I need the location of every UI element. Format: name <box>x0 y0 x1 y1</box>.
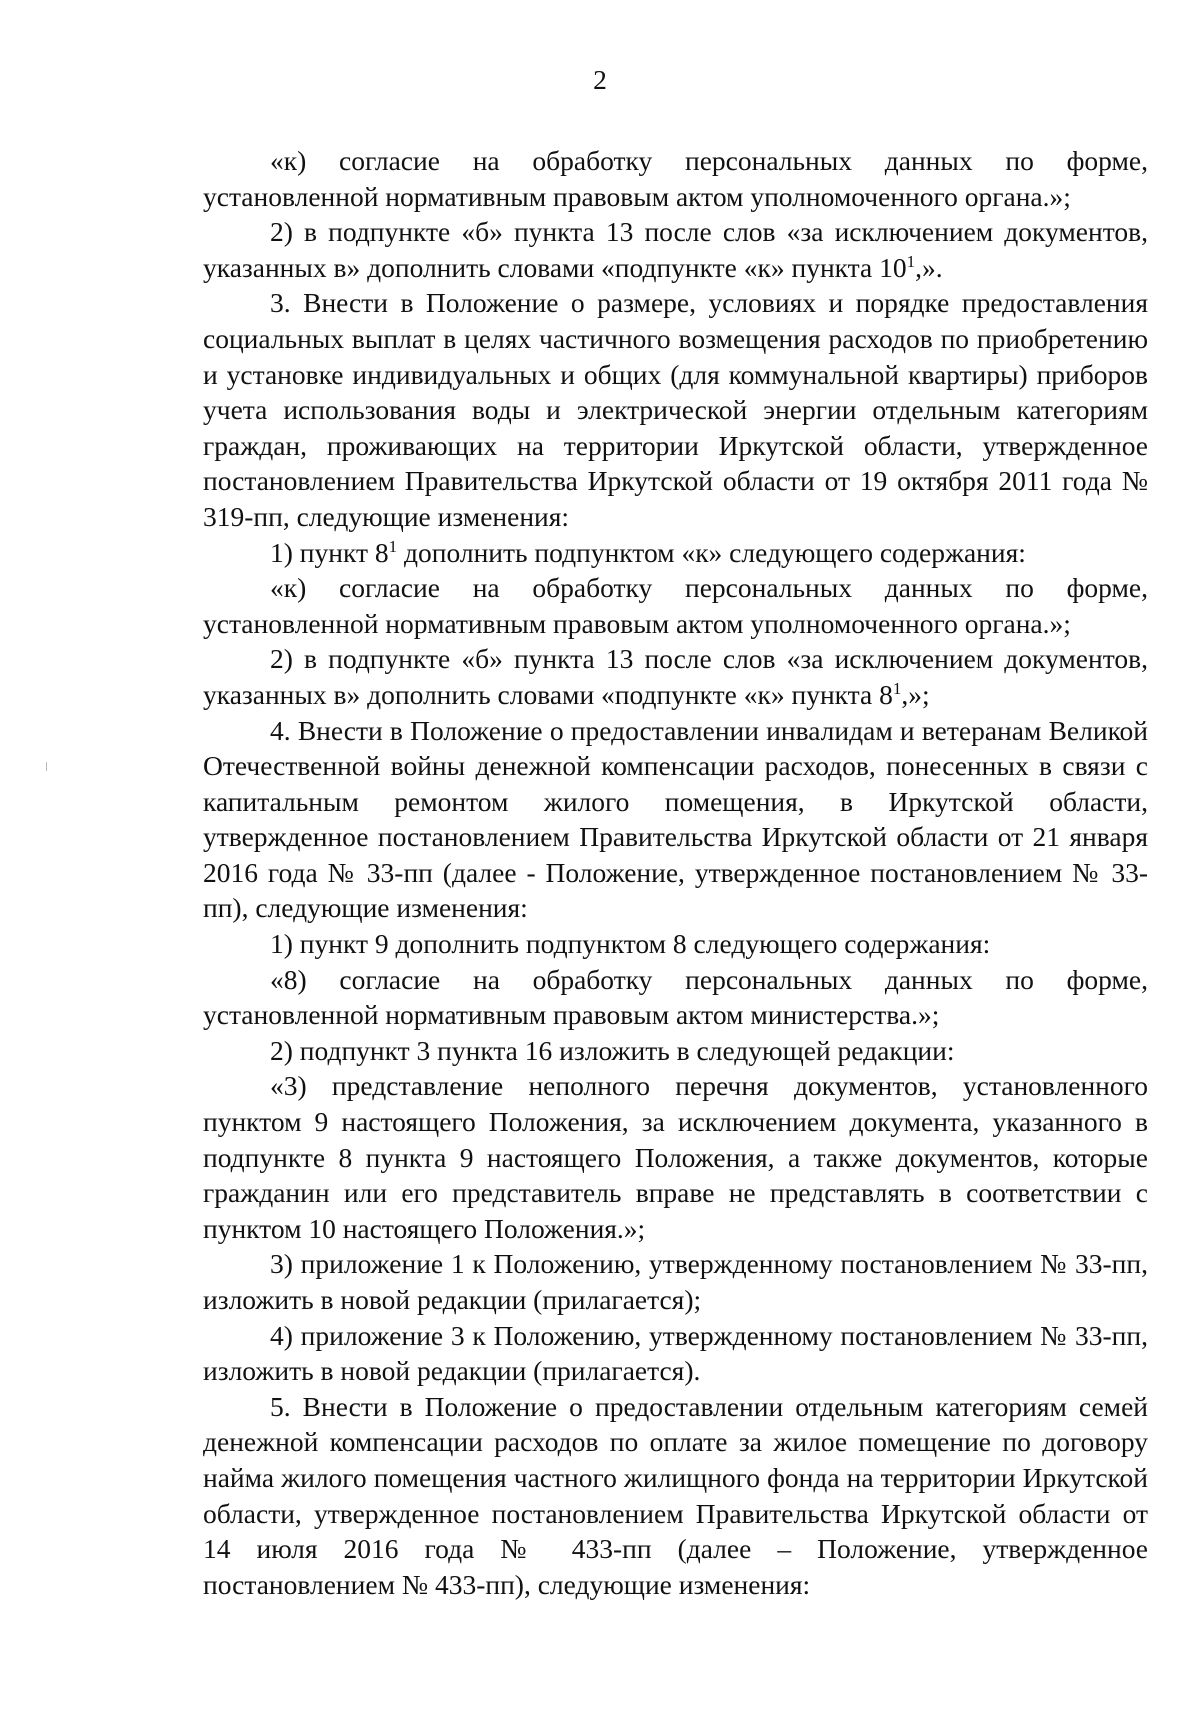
paragraph-text: 1) пункт 8 <box>270 536 389 568</box>
paragraph-text: 5. Внести в Положение о предоставлении отдельным категориям семей денежной компенсации расходов по оплате за жилое помещение по договору найма жилого помещения частного жилищного фонда на территории Иркутской области, утвержденное постановлением Правительства Иркутской области от 14 июля 2016 года № 433-пп (далее – Положение, утвержденное постановлением № 433-пп), следующие изменения: <box>203 1390 1148 1600</box>
paragraph-text: 4. Внести в Положение о предоставлении инвалидам и ветеранам Великой Отечественной войны денежной компенсации расходов, понесенных в связи с капитальным ремонтом жилого помещения, в Иркутской области, утвержденное постановлением Правительства Иркутской области от 21 января 2016 года № 33-пп (далее - Положение, утвержденное постановлением № 33-пп), следующие изменения: <box>203 714 1148 924</box>
paragraph-text: 3. Внести в Положение о размере, условиях и порядке предоставления социальных выплат в целях частичного возмещения расходов по приобретению и установке индивидуальных и общих (для коммунальной квартиры) приборов учета использования воды и электрической энергии отдельным категориям граждан, проживающих на территории Иркутской области, утвержденное постановлением Правительства Иркутской области от 19 октября 2011 года № 319-пп, следующие изменения: <box>203 287 1148 532</box>
paragraph-text: «3) представление неполного перечня документов, установленного пунктом 9 настоящего Положения, за исключением документа, указанного в подпункте 8 пункта 9 настоящего Положения, а также документов, которые гражданин или его представитель вправе не представлять в соответствии с пунктом 10 настоящего Положения.»; <box>203 1070 1148 1244</box>
paragraph <box>203 1068 1148 1246</box>
paragraph <box>203 926 1148 962</box>
document-body <box>203 143 1148 1602</box>
page-number: 2 <box>593 64 607 95</box>
superscript: 1 <box>388 536 398 556</box>
paragraph-text: 2) в подпункте «б» пункта 13 после слов «за исключением документов, указанных в» дополнить словами «подпункте «к» пункта 8 <box>203 643 1148 710</box>
paragraph <box>203 1389 1148 1603</box>
paragraph <box>203 143 1148 214</box>
paragraph <box>203 641 1148 712</box>
paragraph-text: «к) согласие на обработку персональных данных по форме, установленной нормативным правовым актом уполномоченного органа.»; <box>203 572 1148 639</box>
paragraph <box>203 285 1148 534</box>
paragraph-text: 2) подпункт 3 пункта 16 изложить в следующей редакции: <box>270 1034 955 1066</box>
paragraph <box>203 713 1148 927</box>
paragraph-text-tail: дополнить подпунктом «к» следующего содержания: <box>397 536 1026 568</box>
paragraph <box>203 1033 1148 1069</box>
paragraph-text: 3) приложение 1 к Положению, утвержденному постановлением № 33-пп, изложить в новой редакции (прилагается); <box>203 1248 1148 1315</box>
paragraph <box>203 214 1148 285</box>
paragraph-text: «к) согласие на обработку персональных данных по форме, установленной нормативным правовым актом уполномоченного органа.»; <box>203 145 1148 212</box>
paragraph <box>203 962 1148 1033</box>
paragraph-text: 2) в подпункте «б» пункта 13 после слов «за исключением документов, указанных в» дополнить словами «подпункте «к» пункта 10 <box>203 216 1148 283</box>
paragraph-text: 1) пункт 9 дополнить подпунктом 8 следующего содержания: <box>270 928 991 960</box>
scan-artifact <box>46 762 47 771</box>
paragraph <box>203 570 1148 641</box>
superscript: 1 <box>906 251 916 271</box>
paragraph <box>203 1246 1148 1317</box>
paragraph-text: «8) согласие на обработку персональных данных по форме, установленной нормативным правовым актом министерства.»; <box>203 963 1148 1031</box>
paragraph-text-tail: ,»; <box>901 678 930 710</box>
superscript: 1 <box>892 679 902 699</box>
paragraph <box>203 1318 1148 1389</box>
paragraph <box>203 535 1148 571</box>
paragraph-text-tail: ,». <box>915 251 943 283</box>
paragraph-text: 4) приложение 3 к Положению, утвержденному постановлением № 33-пп, изложить в новой редакции (прилагается). <box>203 1319 1148 1387</box>
